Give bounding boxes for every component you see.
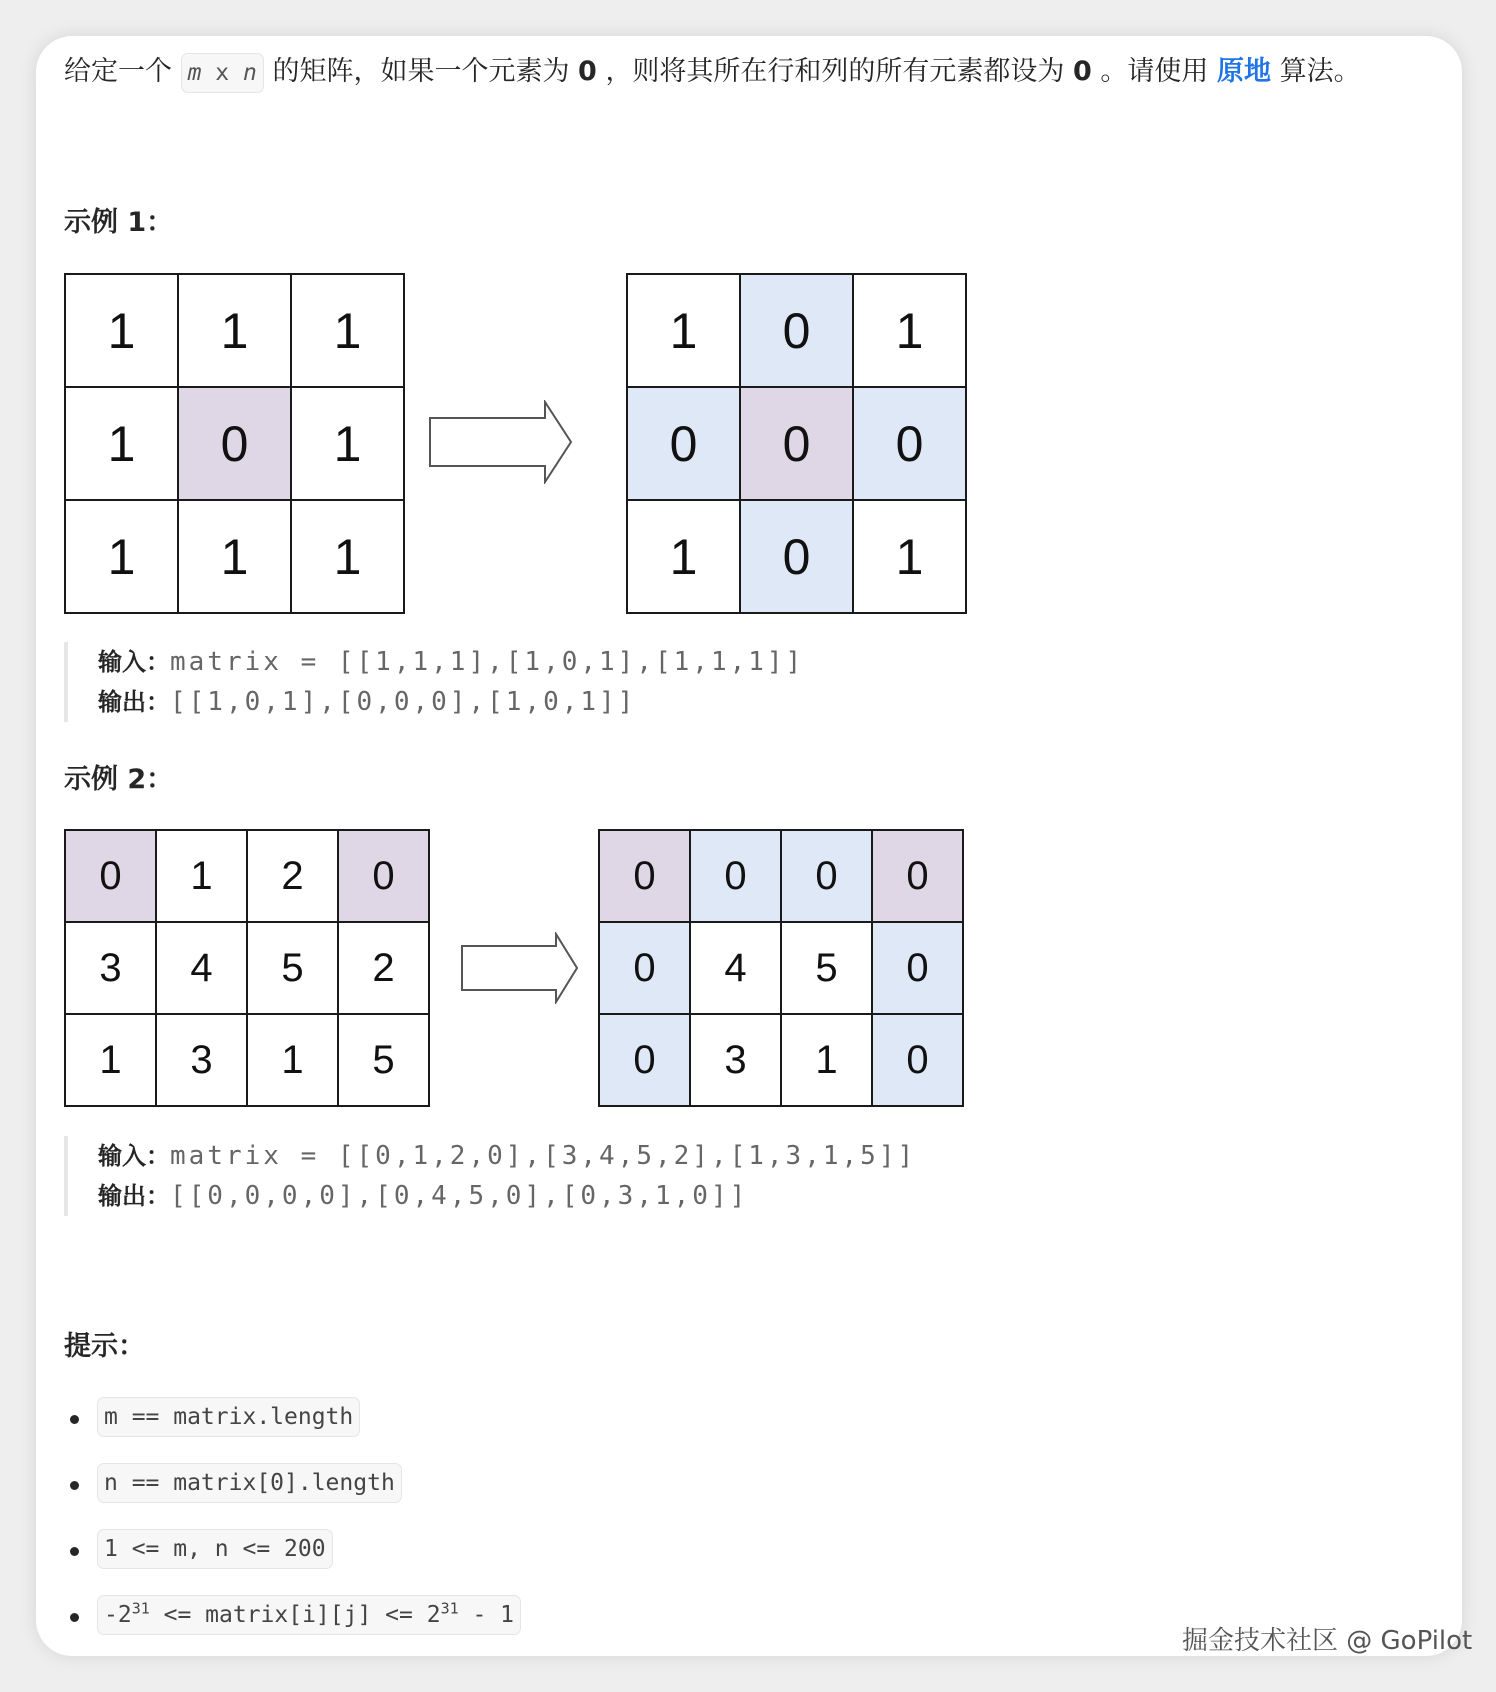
in-place-link[interactable]: 原地 bbox=[1217, 56, 1272, 87]
watermark: 掘金技术社区 @ GoPilot bbox=[1182, 1626, 1473, 1656]
example-2-output-matrix bbox=[598, 829, 964, 1107]
intro-text-4: 。请使用 bbox=[1100, 56, 1209, 87]
hint-part: -2 bbox=[104, 1602, 132, 1628]
matrix-cell-affected: 0 bbox=[599, 922, 690, 1014]
matrix-cell: 1 bbox=[65, 1014, 156, 1106]
matrix-cell-affected: 0 bbox=[853, 387, 966, 500]
example-2-io-block bbox=[64, 1136, 916, 1216]
example-1-input-line bbox=[98, 642, 804, 682]
example-1-io-block bbox=[64, 642, 804, 722]
matrix-cell-zero: 0 bbox=[872, 830, 963, 922]
matrix-cell-affected: 0 bbox=[627, 387, 740, 500]
hint-code: 1 <= m, n <= 200 bbox=[97, 1529, 333, 1569]
intro-zero-2: 0 bbox=[1073, 56, 1092, 87]
matrix-cell: 5 bbox=[781, 922, 872, 1014]
matrix-cell-affected: 0 bbox=[872, 922, 963, 1014]
list-item bbox=[64, 1397, 521, 1463]
matrix-cell-affected: 0 bbox=[781, 830, 872, 922]
intro-text-1: 给定一个 bbox=[64, 56, 172, 87]
dims-m: m bbox=[187, 60, 202, 86]
matrix-cell: 1 bbox=[853, 500, 966, 613]
matrix-cell-zero: 0 bbox=[599, 830, 690, 922]
dims-x: x bbox=[201, 60, 243, 86]
hint-code bbox=[97, 1595, 521, 1635]
matrix-cell: 1 bbox=[627, 274, 740, 387]
matrix-cell: 1 bbox=[291, 274, 404, 387]
example-1-heading: 示例 1： bbox=[64, 207, 174, 238]
matrix-cell: 3 bbox=[690, 1014, 781, 1106]
matrix-cell: 5 bbox=[247, 922, 338, 1014]
dims-n: n bbox=[243, 60, 257, 86]
example-1-output-line bbox=[98, 682, 804, 722]
matrix-cell: 1 bbox=[291, 500, 404, 613]
example-2-input-line bbox=[98, 1136, 916, 1176]
matrix-dims-code bbox=[181, 53, 264, 93]
input-label: 输入： bbox=[98, 1142, 170, 1170]
matrix-cell-zero: 0 bbox=[65, 830, 156, 922]
intro-text-2: 的矩阵，如果一个元素为 bbox=[272, 56, 570, 87]
matrix-cell-affected: 0 bbox=[690, 830, 781, 922]
hints-heading: 提示： bbox=[64, 1331, 145, 1362]
matrix-cell-affected: 0 bbox=[872, 1014, 963, 1106]
example-2-input-matrix bbox=[64, 829, 430, 1107]
output-value: [[1,0,1],[0,0,0],[1,0,1]] bbox=[170, 687, 637, 717]
output-label: 输出： bbox=[98, 688, 170, 716]
hint-part: - 1 bbox=[458, 1602, 515, 1628]
matrix-cell: 1 bbox=[156, 830, 247, 922]
list-item bbox=[64, 1595, 521, 1661]
input-value: matrix = [[1,1,1],[1,0,1],[1,1,1]] bbox=[170, 647, 805, 677]
matrix-cell-zero: 0 bbox=[178, 387, 291, 500]
input-label: 输入： bbox=[98, 648, 170, 676]
matrix-cell: 1 bbox=[781, 1014, 872, 1106]
list-item bbox=[64, 1463, 521, 1529]
problem-description bbox=[64, 50, 1361, 94]
matrix-cell: 1 bbox=[247, 1014, 338, 1106]
matrix-cell: 4 bbox=[690, 922, 781, 1014]
hint-part: <= matrix[i][j] <= 2 bbox=[149, 1602, 441, 1628]
hints-list bbox=[64, 1397, 521, 1661]
matrix-cell: 3 bbox=[65, 922, 156, 1014]
hint-exponent: 31 bbox=[440, 1599, 459, 1618]
matrix-cell-affected: 0 bbox=[740, 500, 853, 613]
matrix-cell: 5 bbox=[338, 1014, 429, 1106]
matrix-cell: 2 bbox=[338, 922, 429, 1014]
intro-text-3: ，则将其所在行和列的所有元素都设为 bbox=[605, 56, 1065, 87]
output-value: [[0,0,0,0],[0,4,5,0],[0,3,1,0]] bbox=[170, 1181, 749, 1211]
hint-code: n == matrix[0].length bbox=[97, 1463, 402, 1503]
intro-text-5: 算法。 bbox=[1279, 56, 1361, 87]
matrix-cell: 3 bbox=[156, 1014, 247, 1106]
matrix-cell: 1 bbox=[853, 274, 966, 387]
matrix-cell: 1 bbox=[627, 500, 740, 613]
hint-exponent: 31 bbox=[131, 1599, 150, 1618]
output-label: 输出： bbox=[98, 1182, 170, 1210]
example-2-heading: 示例 2： bbox=[64, 764, 174, 795]
matrix-cell-zero: 0 bbox=[740, 387, 853, 500]
arrow-right-icon bbox=[428, 400, 574, 484]
arrow-right-icon bbox=[460, 932, 580, 1004]
list-item bbox=[64, 1529, 521, 1595]
matrix-cell-zero: 0 bbox=[338, 830, 429, 922]
matrix-cell: 1 bbox=[65, 500, 178, 613]
example-2-output-line bbox=[98, 1176, 916, 1216]
matrix-cell: 1 bbox=[178, 500, 291, 613]
matrix-cell-affected: 0 bbox=[599, 1014, 690, 1106]
example-1-output-matrix bbox=[626, 273, 967, 614]
example-1-input-matrix bbox=[64, 273, 405, 614]
matrix-cell: 1 bbox=[291, 387, 404, 500]
input-value: matrix = [[0,1,2,0],[3,4,5,2],[1,3,1,5]] bbox=[170, 1141, 917, 1171]
matrix-cell-affected: 0 bbox=[740, 274, 853, 387]
matrix-cell: 2 bbox=[247, 830, 338, 922]
matrix-cell: 4 bbox=[156, 922, 247, 1014]
hint-code: m == matrix.length bbox=[97, 1397, 360, 1437]
matrix-cell: 1 bbox=[178, 274, 291, 387]
intro-zero-1: 0 bbox=[578, 56, 597, 87]
matrix-cell: 1 bbox=[65, 387, 178, 500]
matrix-cell: 1 bbox=[65, 274, 178, 387]
